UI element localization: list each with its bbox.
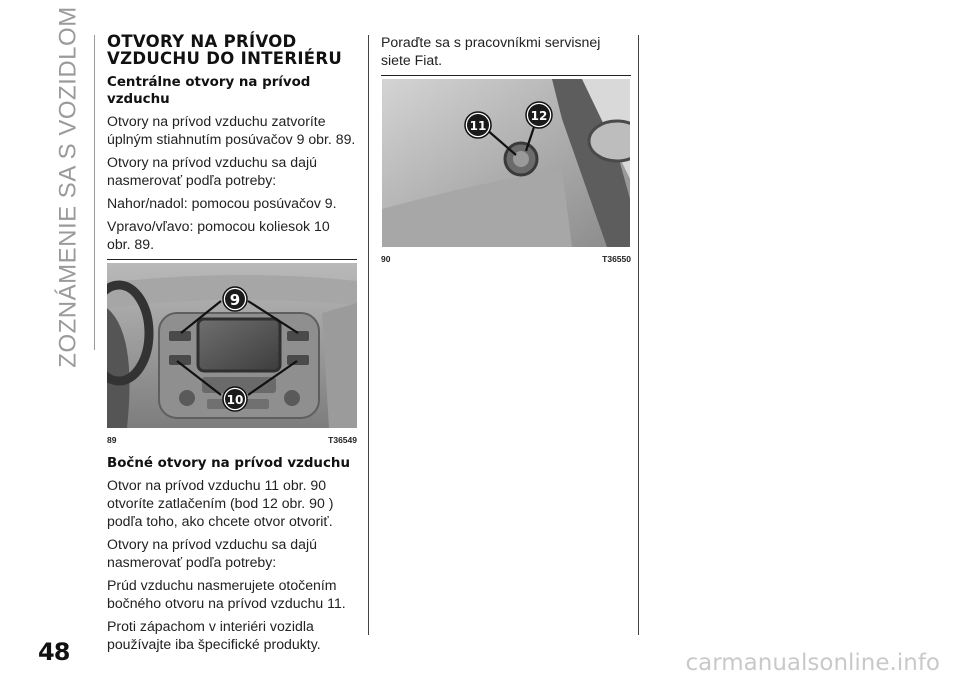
figure-89 xyxy=(107,259,357,445)
chapter-rule xyxy=(94,35,95,350)
page-number: 48 xyxy=(38,638,70,666)
figure-rule xyxy=(107,259,357,260)
paragraph: Otvory na prívod vzduchu zatvoríte úplným stiahnutím posúvačov 9 obr. 89. xyxy=(107,113,356,147)
figure-caption xyxy=(381,254,631,264)
figure-number: 90 xyxy=(381,254,391,264)
dashboard-vents-illustration xyxy=(107,263,357,428)
chapter-title-text: ZOZNÁMENIE SA S VOZIDLOM xyxy=(55,6,83,368)
right-column xyxy=(381,33,631,274)
column-divider xyxy=(368,35,369,635)
figure-90 xyxy=(381,75,631,264)
chapter-title xyxy=(49,6,89,368)
paragraph: Vpravo/vľavo: pomocou koliesok 10 obr. 89. xyxy=(107,218,330,252)
paragraph: Proti zápachom v interiéri vozidla používajte iba špecifické produkty. xyxy=(107,618,321,652)
paragraph: Otvory na prívod vzduchu sa dajú nasmerovať podľa potreby: xyxy=(107,154,317,188)
central-vents-heading: Centrálne otvory na prívod vzduchu xyxy=(107,75,311,107)
side-vent-illustration xyxy=(382,79,630,247)
callout-9: 9 xyxy=(229,291,241,309)
left-column xyxy=(107,33,357,658)
callout-11: 11 xyxy=(469,119,487,133)
paragraph: Poraďte sa s pracovníkmi servisnej siete Fiat. xyxy=(381,34,601,68)
figure-rule xyxy=(381,75,631,76)
section-heading: OTVORY NA PRÍVOD VZDUCHU DO INTERIÉRU xyxy=(107,32,343,68)
watermark: carmanualsonline.info xyxy=(685,650,940,676)
figure-code: T36550 xyxy=(602,254,631,264)
figure-caption xyxy=(107,435,357,445)
callout-10: 10 xyxy=(226,393,244,407)
figure-code: T36549 xyxy=(328,435,357,445)
paragraph: Prúd vzduchu nasmerujete otočením bočného otvoru na prívod vzduchu 11. xyxy=(107,577,346,611)
paragraph: Otvory na prívod vzduchu sa dajú nasmerovať podľa potreby: xyxy=(107,536,317,570)
callout-12: 12 xyxy=(530,109,548,123)
column-divider-right xyxy=(638,35,639,635)
side-vents-heading: Bočné otvory na prívod vzduchu xyxy=(107,456,350,471)
figure-number: 89 xyxy=(107,435,117,445)
paragraph: Nahor/nadol: pomocou posúvačov 9. xyxy=(107,195,337,211)
paragraph: Otvor na prívod vzduchu 11 obr. 90 otvoríte zatlačením (bod 12 obr. 90 ) podľa toho, ako chcete otvor otvoriť. xyxy=(107,477,334,529)
